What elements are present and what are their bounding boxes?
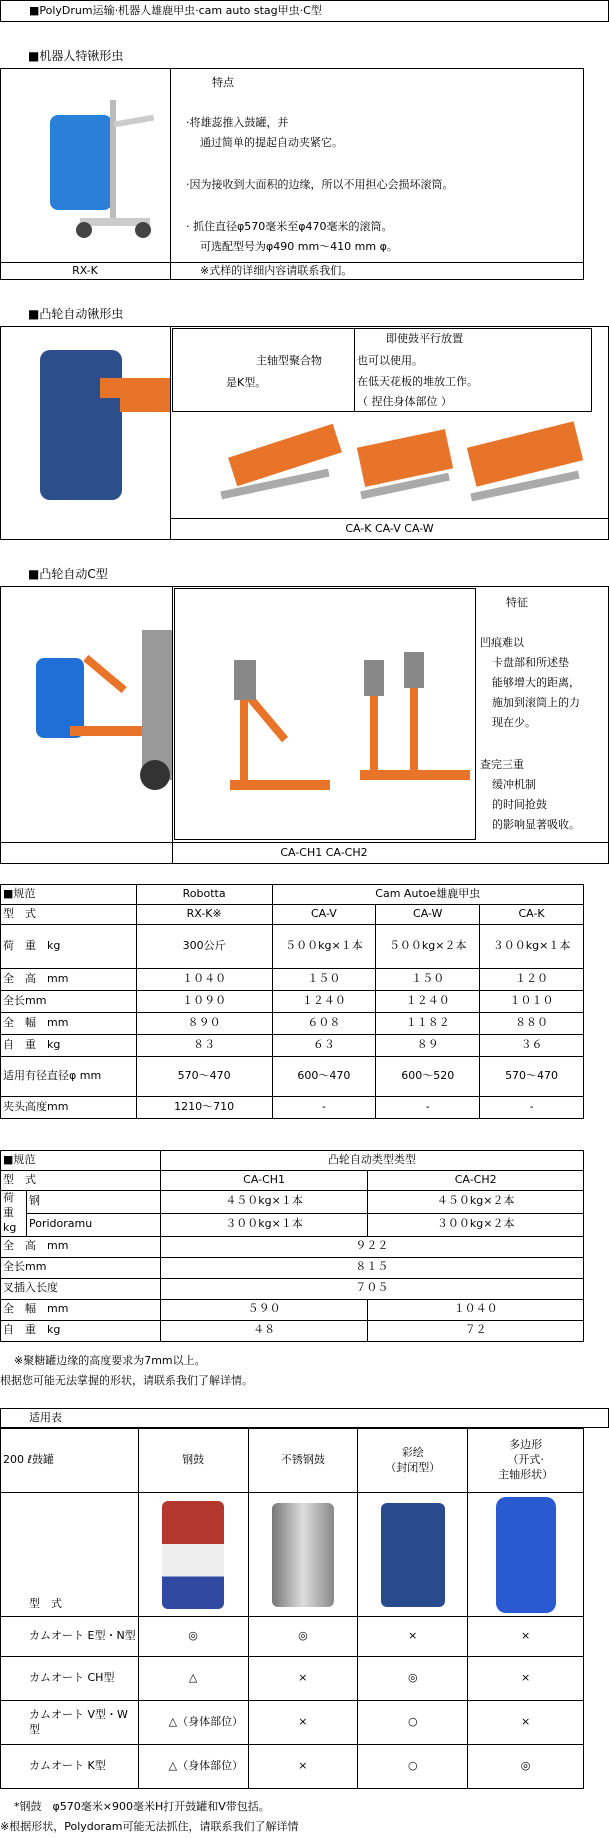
apply-cell: ◎ <box>248 1617 358 1657</box>
apply-head: 200 ℓ鼓罐 <box>1 1429 139 1493</box>
spec1-cell: 600～520 <box>376 1057 480 1097</box>
spec2-cell: ４５０kg×２本 <box>368 1191 584 1214</box>
spec1-cell: ３００kg×１本 <box>480 925 584 969</box>
spec1-cell: １２４０ <box>376 991 480 1013</box>
stainless-drum-image <box>272 1503 334 1607</box>
painted-drum-image-cell <box>358 1493 468 1617</box>
stainless-drum-image-cell <box>248 1493 358 1617</box>
spec1-cell: CA-W <box>376 905 480 925</box>
cam-text: 也可以使用。 <box>357 354 423 367</box>
c-feature-line: 凹痕难以 <box>480 636 524 649</box>
spec1-cell: 1210～710 <box>136 1097 272 1119</box>
spec2-cell: ７０５ <box>160 1278 583 1299</box>
spec1-label: 夹头高度mm <box>1 1097 137 1119</box>
robot-image <box>40 90 160 250</box>
c-feature-line: 施加到滚筒上的力 <box>492 696 580 709</box>
c-models: CA-CH1 CA-CH2 <box>280 846 368 859</box>
spec1-cell: ６３ <box>272 1035 376 1057</box>
forklift-image <box>30 630 172 800</box>
spec1-label: 荷 重 kg <box>1 925 137 969</box>
apply-cell: × <box>468 1617 584 1657</box>
spec1-cell: 570～470 <box>136 1057 272 1097</box>
apply-cell: ○ <box>358 1701 468 1745</box>
spec2-cell: ５９０ <box>160 1299 368 1320</box>
spec2-cell: ７２ <box>368 1320 584 1341</box>
c-features-title: 特征 <box>506 596 528 609</box>
spec2-label: 自 重 kg <box>1 1320 161 1341</box>
spec2-label: 叉插入长度 <box>1 1278 161 1299</box>
section-cam-header: ■凸轮自动锹形虫 <box>28 307 124 321</box>
apply-head: 多边形 （开式· 主轴形状） <box>468 1429 584 1493</box>
spec-table-2 <box>0 1150 584 1342</box>
c-feature-line: 查完三重 <box>480 758 524 771</box>
spec1-label: 适用有径直径φ mm <box>1 1057 137 1097</box>
spec2-note: ※聚糖罐边缘的高度要求为7mm以上。 <box>14 1354 206 1367</box>
spec1-cell: ８３ <box>136 1035 272 1057</box>
spec1-cell: １０４０ <box>136 969 272 991</box>
spec2-label: 钢 <box>26 1191 160 1214</box>
cam-models: CA-K CA-V CA-W <box>345 522 434 535</box>
apply-row-label: カムオート CH型 <box>1 1657 139 1701</box>
steel-drum-image-cell <box>138 1493 248 1617</box>
spec1-col-cam: Cam Autoe雄鹿甲虫 <box>272 885 583 905</box>
spec1-cell: １０１０ <box>480 991 584 1013</box>
page-title: ■PolyDrum运输·机器人雄鹿甲虫·cam auto stag甲虫·C型 <box>29 4 322 17</box>
spec2-label: 全 高 mm <box>1 1236 161 1257</box>
spec1-cell: - <box>480 1097 584 1119</box>
spec1-cell: 300公斤 <box>136 925 272 969</box>
features-title: 特点 <box>212 76 234 89</box>
spec1-col-robotta: Robotta <box>136 885 272 905</box>
apply-cell: ◎ <box>358 1657 468 1701</box>
spec1-header: ■规范 <box>1 885 137 905</box>
spec1-label: 自 重 kg <box>1 1035 137 1057</box>
spec2-label: 荷重 kg <box>1 1191 27 1237</box>
apply-cell: × <box>468 1657 584 1701</box>
spec1-label: 全 高 mm <box>1 969 137 991</box>
spec2-cell: ３００kg×２本 <box>368 1213 584 1236</box>
spec1-cell: 570～470 <box>480 1057 584 1097</box>
apply-row-label: カムオート V型・W型 <box>1 1701 139 1745</box>
cam-text: 主轴型聚合物 <box>256 354 322 367</box>
c-feature-line: 卡盘部和所述垫 <box>492 656 569 669</box>
c-feature-line: 现在少。 <box>492 716 536 729</box>
poly-drum-image-cell <box>468 1493 584 1617</box>
spec2-cell: ４５０kg×１本 <box>160 1191 368 1214</box>
feature-line: ·因为接收到大面积的边缘，所以不用担心会损坏滚筒。 <box>186 178 454 191</box>
apply-cell: × <box>248 1745 358 1789</box>
cam-text: （ 捏住身体部位 ） <box>357 395 452 408</box>
spec1-cell: １２４０ <box>272 991 376 1013</box>
spec1-cell: １５０ <box>272 969 376 991</box>
spec1-cell: ８８０ <box>480 1013 584 1035</box>
c-feature-line: 的影响显著吸收。 <box>492 818 580 831</box>
apply-cell: × <box>358 1617 468 1657</box>
spec2-cell: CA-CH2 <box>368 1171 584 1191</box>
cam-products-image <box>200 420 590 515</box>
spec1-cell: １１８２ <box>376 1013 480 1035</box>
spec1-cell: １５０ <box>376 969 480 991</box>
spec2-cell: ８１５ <box>160 1257 583 1278</box>
apply-cell: ○ <box>358 1745 468 1789</box>
painted-drum-image <box>381 1503 445 1607</box>
apply-cell: △ <box>138 1657 248 1701</box>
feature-line: 通过简单的提起自动夹紧它。 <box>200 136 343 149</box>
spec2-label: 型 式 <box>1 1171 161 1191</box>
apply-cell: ◎ <box>138 1617 248 1657</box>
apply-cell: ◎ <box>468 1745 584 1789</box>
c-feature-line: 能够增大的距离， <box>492 676 580 689</box>
apply-cell: △（身体部位） <box>138 1701 248 1745</box>
spec2-label: 全长mm <box>1 1257 161 1278</box>
apply-type-label: 型 式 <box>1 1493 139 1617</box>
apply-row-label: カムオート E型・N型 <box>1 1617 139 1657</box>
spec1-cell: CA-V <box>272 905 376 925</box>
feature-line: · 抓住直径φ570毫米至φ470毫米的滚筒。 <box>186 220 393 233</box>
spec1-cell: ８９０ <box>136 1013 272 1035</box>
section-robot-header: ■机器人特锹形虫 <box>28 49 124 63</box>
spec2-label: Poridoramu <box>26 1213 160 1236</box>
spec1-cell: - <box>272 1097 376 1119</box>
spec2-cell: CA-CH1 <box>160 1171 368 1191</box>
cam-text: 即使鼓平行放置 <box>386 332 463 345</box>
c-products-image <box>220 640 470 790</box>
apply-header: 适用表 <box>29 1411 62 1424</box>
feature-line: 可选配型号为φ490 mm～410 mm φ。 <box>200 240 398 253</box>
spec1-cell: ３６ <box>480 1035 584 1057</box>
apply-note: *钢鼓 φ570毫米×900毫米H打开鼓罐和V带包括。 <box>14 1800 270 1813</box>
spec2-note: 根据您可能无法掌握的形状，请联系我们了解详情。 <box>0 1374 253 1387</box>
apply-header-bar <box>0 1408 609 1428</box>
spec2-header: ■规范 <box>1 1151 161 1171</box>
section-c-header: ■凸轮自动C型 <box>28 567 108 581</box>
spec2-label: 全 幅 mm <box>1 1299 161 1320</box>
apply-cell: × <box>248 1657 358 1701</box>
spec1-label: 型 式 <box>1 905 137 925</box>
cam-text: 是K型。 <box>226 376 267 389</box>
cam-drum-image <box>20 340 170 510</box>
spec1-cell: ５００kg×１本 <box>272 925 376 969</box>
c-feature-line: 的时间抢鼓 <box>492 798 547 811</box>
cam-text: 在低天花板的堆放工作。 <box>357 375 478 388</box>
spec1-cell: CA-K <box>480 905 584 925</box>
model-rx-k: RX-K <box>72 264 98 277</box>
spec-table-1 <box>0 884 584 1119</box>
spec1-cell: RX-K※ <box>136 905 272 925</box>
spec1-label: 全 幅 mm <box>1 1013 137 1035</box>
spec2-cell: ９２２ <box>160 1236 583 1257</box>
apply-table <box>0 1428 584 1789</box>
apply-cell: △（身体部位） <box>138 1745 248 1789</box>
spec1-cell: ８９ <box>376 1035 480 1057</box>
spec1-cell: - <box>376 1097 480 1119</box>
apply-note: ※根据形状，Polydoram可能无法抓住，请联系我们了解详情 <box>0 1820 299 1833</box>
spec1-cell: １０９０ <box>136 991 272 1013</box>
spec2-col-title: 凸轮自动类型类型 <box>160 1151 583 1171</box>
title-bar <box>0 0 609 22</box>
apply-cell: × <box>468 1701 584 1745</box>
poly-drum-image <box>496 1497 556 1613</box>
spec1-label: 全长mm <box>1 991 137 1013</box>
apply-row-label: カムオート K型 <box>1 1745 139 1789</box>
steel-drum-image <box>162 1501 224 1609</box>
apply-head: 不锈钢鼓 <box>248 1429 358 1493</box>
spec1-cell: ６０８ <box>272 1013 376 1035</box>
apply-head: 彩绘 （封闭型） <box>358 1429 468 1493</box>
feature-line: ·将雄蕊推入鼓罐，并 <box>186 116 289 129</box>
spec1-cell: 600～470 <box>272 1057 376 1097</box>
spec-note: ※式样的详细内容请联系我们。 <box>200 264 353 277</box>
spec1-cell: １２０ <box>480 969 584 991</box>
spec2-cell: ３００kg×１本 <box>160 1213 368 1236</box>
c-feature-line: 缓冲机制 <box>492 778 536 791</box>
apply-cell: × <box>248 1701 358 1745</box>
spec1-cell: ５００kg×２本 <box>376 925 480 969</box>
spec2-cell: ４８ <box>160 1320 368 1341</box>
spec2-cell: １０４０ <box>368 1299 584 1320</box>
apply-head: 钢鼓 <box>138 1429 248 1493</box>
